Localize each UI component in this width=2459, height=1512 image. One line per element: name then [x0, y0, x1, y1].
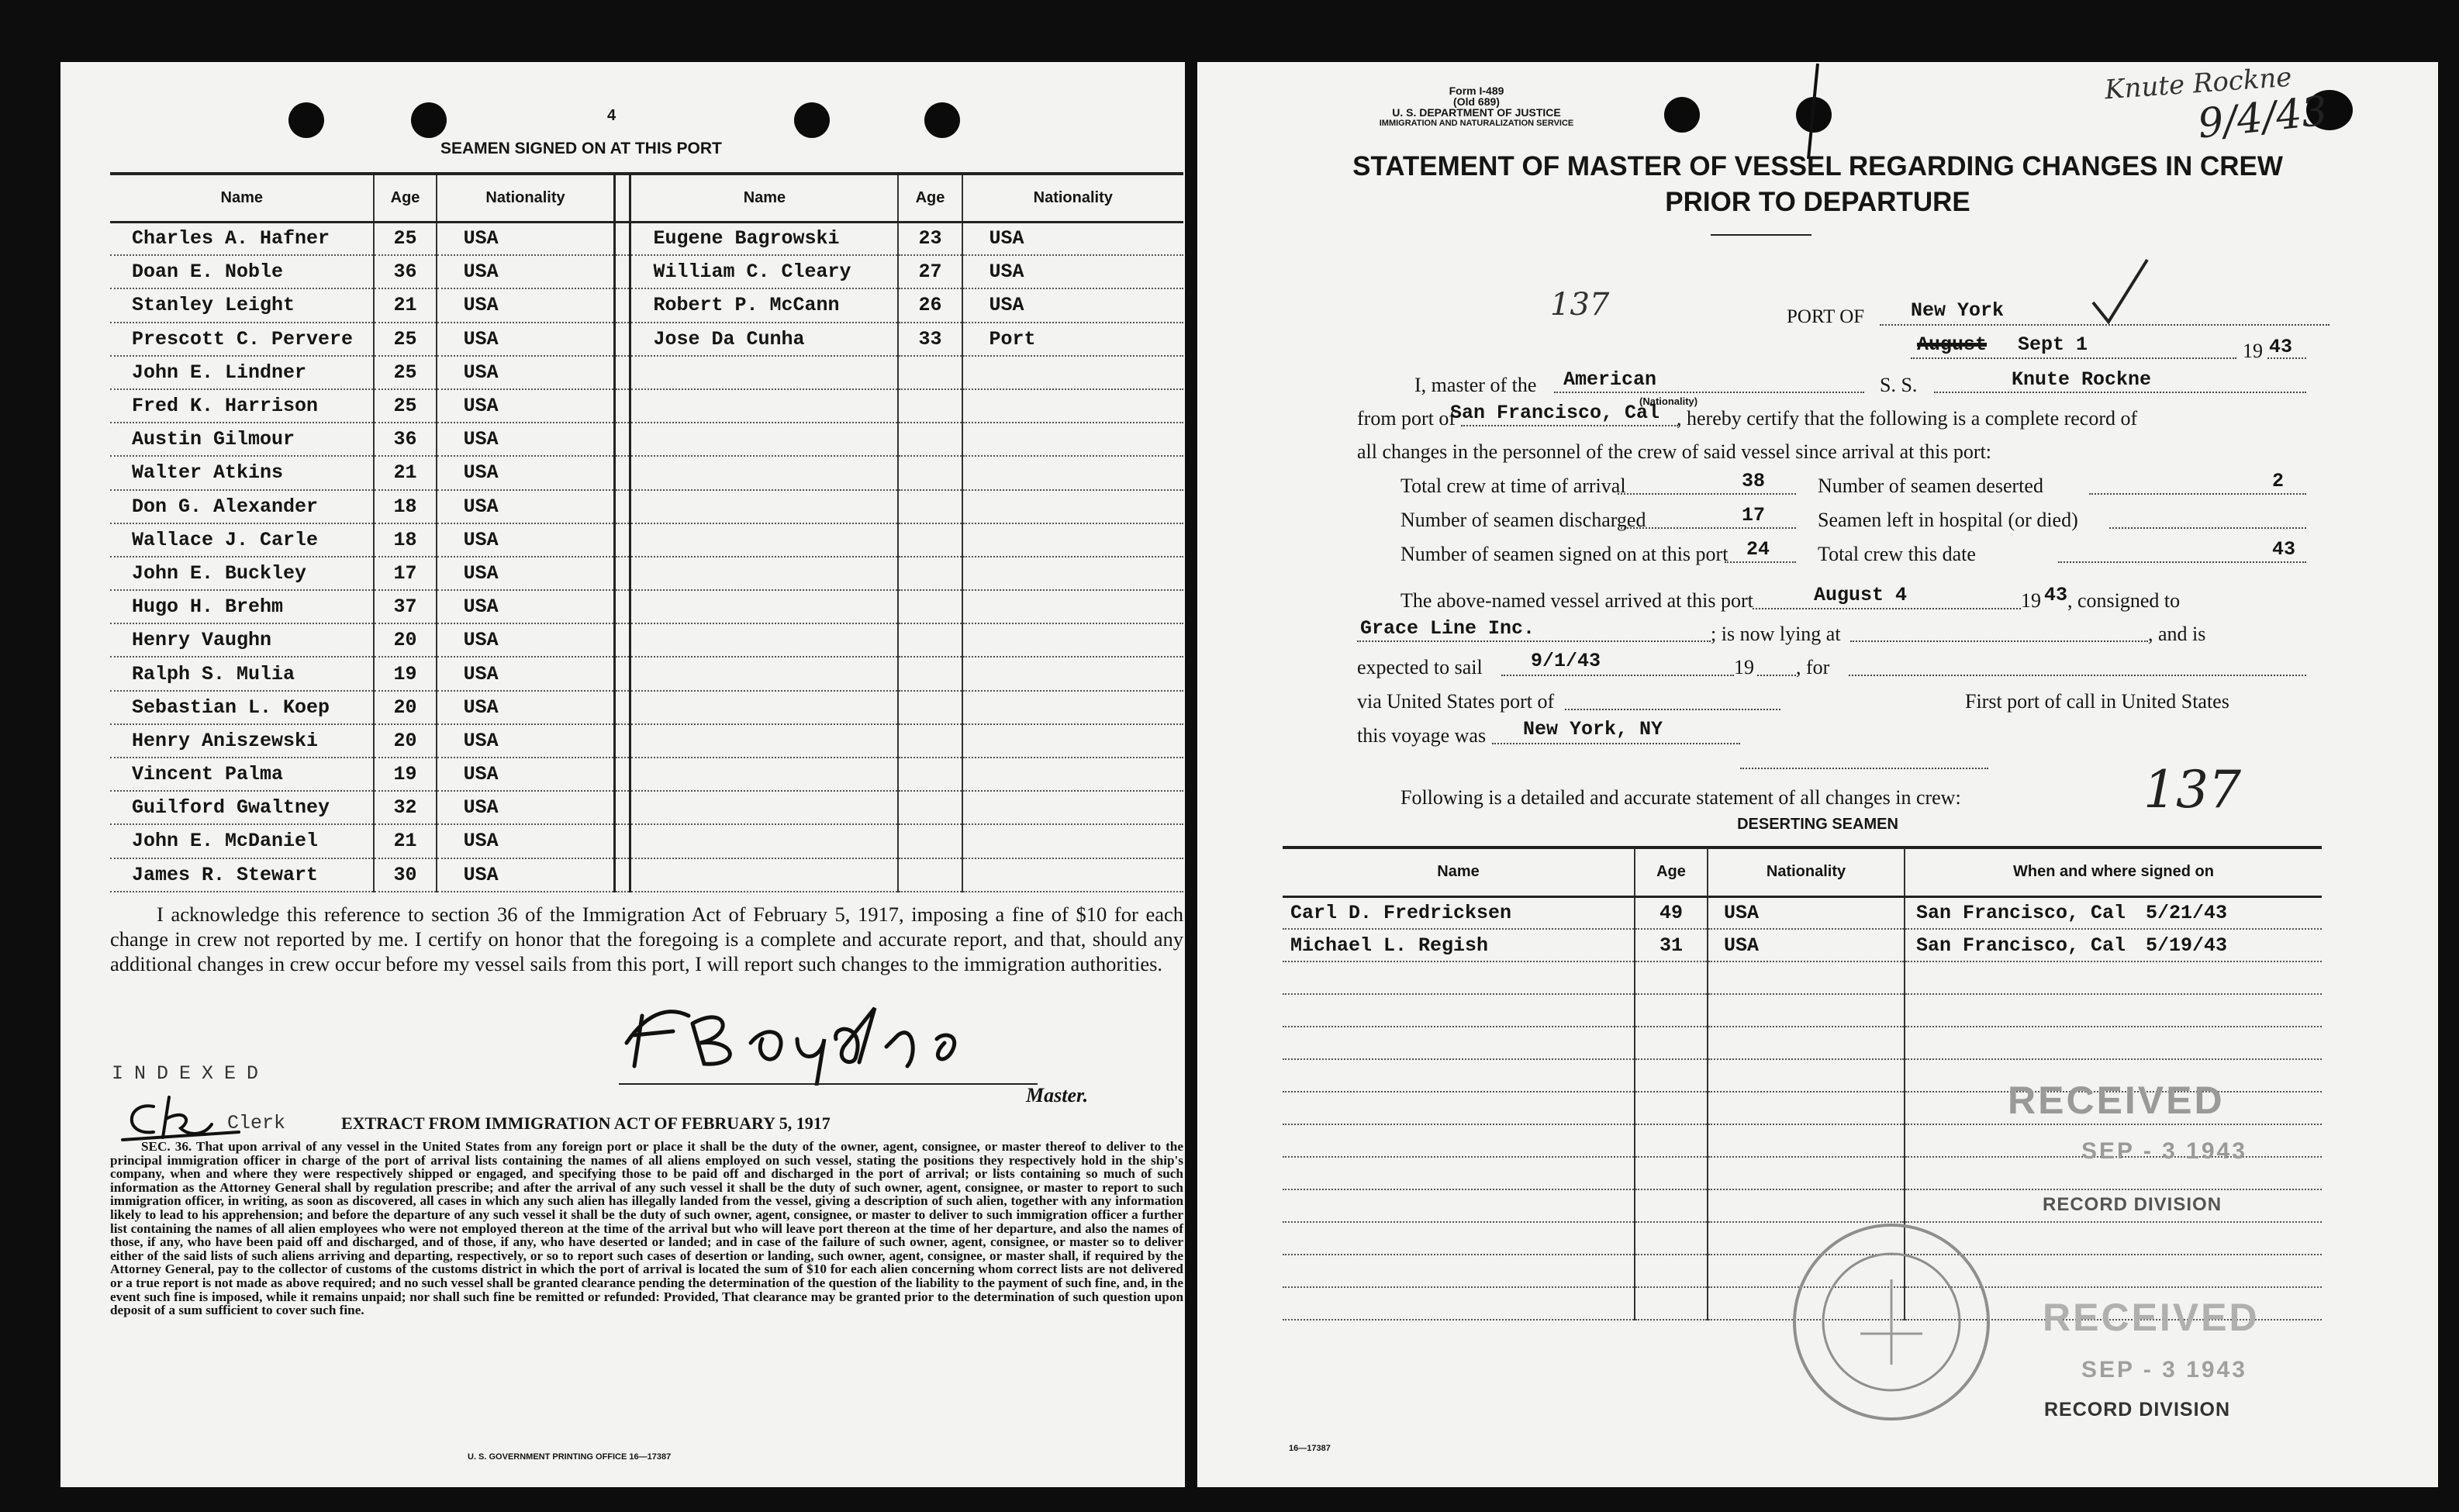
seaman-age — [898, 824, 962, 858]
seaman-age — [898, 557, 962, 590]
punch-hole — [794, 102, 830, 138]
seaman-name — [630, 356, 898, 389]
seaman-age: 36 — [374, 423, 436, 456]
seaman-nationality — [962, 389, 1183, 423]
deserter-nationality — [1708, 1124, 1905, 1157]
punch-hole — [411, 102, 447, 138]
deserter-name — [1283, 1157, 1635, 1189]
seaman-age — [898, 389, 962, 423]
handwritten-137: 137 — [2143, 760, 2241, 820]
seaman-nationality: USA — [437, 389, 615, 423]
seaman-name: Charles A. Hafner — [110, 222, 374, 255]
seaman-age: 21 — [374, 456, 436, 489]
section-title: SEAMEN SIGNED ON AT THIS PORT — [440, 140, 722, 157]
deserter-signed-on — [1905, 1027, 2322, 1059]
consigned-label: , consigned to — [2067, 589, 2181, 612]
seaman-nationality — [962, 758, 1183, 791]
deserter-name — [1283, 994, 1635, 1027]
page-number: 4 — [607, 107, 616, 124]
table-row — [110, 323, 1183, 356]
deserter-age — [1635, 1287, 1708, 1320]
seaman-name: Henry Vaughn — [110, 623, 374, 657]
seaman-nationality — [962, 490, 1183, 523]
seaman-name: Eugene Bagrowski — [630, 222, 898, 255]
certify-text-2: all changes in the personnel of the crew of said vessel since arrival at this port: — [1357, 440, 1992, 463]
seaman-nationality: USA — [962, 255, 1183, 288]
seaman-age: 36 — [374, 255, 436, 288]
seaman-nationality: USA — [437, 657, 615, 690]
table-row — [110, 623, 1183, 657]
deserter-name — [1283, 1255, 1635, 1287]
title-underline — [1711, 234, 1811, 236]
col-header-name: Name — [630, 175, 898, 222]
deserted-count: 2 — [2272, 470, 2285, 492]
seaman-age: 30 — [374, 858, 436, 892]
seaman-name: Wallace J. Carle — [110, 523, 374, 557]
seaman-name — [630, 623, 898, 657]
table-row — [110, 389, 1183, 423]
table-row — [110, 222, 1183, 255]
deserter-signed-on-place: San Francisco, Cal — [1916, 901, 2126, 924]
seamen-table-body — [110, 222, 1183, 892]
seaman-age — [898, 858, 962, 892]
seaman-name — [630, 657, 898, 690]
port-of-label: PORT OF — [1787, 306, 1865, 327]
via-label: via United States port of — [1357, 690, 1555, 713]
seaman-nationality: USA — [437, 623, 615, 657]
seaman-nationality: USA — [437, 791, 615, 824]
deserter-age — [1635, 961, 1708, 994]
table-row — [110, 557, 1183, 590]
deserter-age — [1635, 1027, 1708, 1059]
seaman-age: 33 — [898, 323, 962, 356]
seaman-age — [898, 490, 962, 523]
deserter-signed-on-place: San Francisco, Cal — [1916, 934, 2126, 957]
seaman-age: 17 — [374, 557, 436, 590]
arrived-year-prefix: 19 — [2021, 589, 2041, 612]
seaman-name: Stanley Leight — [110, 288, 374, 322]
table-row — [110, 356, 1183, 389]
punch-hole — [288, 102, 324, 138]
deserter-age — [1635, 1157, 1708, 1189]
department: U. S. DEPARTMENT OF JUSTICE — [1392, 106, 1561, 119]
and-is-label: , and is — [2148, 623, 2206, 645]
date-value: Sept 1 — [2018, 333, 2088, 356]
first-port-label: First port of call in United States — [1965, 690, 2229, 713]
table-row — [110, 724, 1183, 758]
seaman-name: John E. McDaniel — [110, 824, 374, 858]
seaman-age: 25 — [374, 222, 436, 255]
check-mark — [2089, 256, 2151, 326]
seaman-age: 26 — [898, 288, 962, 322]
voyage-value: New York, NY — [1523, 718, 1663, 740]
seaman-age — [898, 724, 962, 758]
deserter-signed-on — [1905, 929, 2322, 961]
deserter-nationality: USA — [1708, 929, 1905, 961]
acknowledgement-text: I acknowledge this reference to section 36 of the Immigration Act of February 5, 1917, imposing a fine of $10 for each change in crew not reported by me. I certify on honor that the foregoing is a complete and accurate report, and that, should any additional changes in crew occur before my vessel sails from this port, I will report such changes to the immigration authorities. — [110, 903, 1183, 975]
seaman-nationality: USA — [437, 691, 615, 724]
seaman-age: 18 — [374, 523, 436, 557]
seaman-nationality — [962, 824, 1183, 858]
seaman-name — [630, 389, 898, 423]
deserter-age — [1635, 1059, 1708, 1092]
seaman-nationality: USA — [437, 523, 615, 557]
deserter-nationality — [1708, 1092, 1905, 1124]
total-crew-arrival-label: Total crew at time of arrival — [1400, 475, 1626, 497]
seaman-name: Hugo H. Brehm — [110, 590, 374, 623]
title-line-1: STATEMENT OF MASTER OF VESSEL REGARDING CHANGES IN CREW — [1352, 151, 2283, 181]
table-row — [110, 791, 1183, 824]
seaman-nationality: Port — [962, 323, 1183, 356]
seaman-age: 20 — [374, 623, 436, 657]
seaman-name: Fred K. Harrison — [110, 389, 374, 423]
seaman-age: 19 — [374, 758, 436, 791]
seaman-age — [898, 791, 962, 824]
deserter-name — [1283, 1287, 1635, 1320]
service: IMMIGRATION AND NATURALIZATION SERVICE — [1379, 119, 1574, 128]
seaman-name: Vincent Palma — [110, 758, 374, 791]
col-header-when-where: When and where signed on — [1905, 848, 2322, 896]
extract-body: SEC. 36. That upon arrival of any vessel in the United States from any foreign port or place it shall be the duty of the owner, agent, consignee, or master thereof to deliver to the principal immigration officer in charge of the port of arrival lists containing the names of all aliens employed on such vessel, stating the positions they respectively hold in the ship's company, when and where they were respectively shipped or engaged, and specifying those to be paid off and discharged in the port of arrival; or lists containing so much of such information as the Attorney General shall by regulation prescribe; and after the arrival of any such vessel it shall be the duty of such owner, agent, consignee, or master to report to such immigration officer, in writing, as soon as discovered, all cases in which any such alien has illegally landed from the vessel, giving a description of such alien, together with any information likely to lead to his apprehension; and before the departure of any such vessel it shall be the duty of such owner, agent, consignee, or master to deliver to such immigration officer a further list containing the names of all alien employees who were not employed thereon at the time of the arrival but who will leave port thereon at the time of her departure, and also the names of those, if any, who have been paid off and discharged, and of those, if any, who have deserted or landed; and in case of the failure of such owner, agent, consignee, or master so to deliver either of the said lists of such aliens arriving and departing, respectively, or so to report such cases of desertion or landing, such owner, agent, consignee, or master shall, if required by the Attorney General, pay to the collector of customs of the customs district in which the port of arrival is located the sum of $10 for each alien concerning whom correct lists are not delivered or a true report is not made as above required; and no such vessel shall be granted clearance pending the determination of the question of the liability to the payment of such fine, and, in the event such fine is imposed, while it remains unpaid; nor shall such fine be remitted or refunded: Provided, That clearance may be granted prior to the determination of such question upon deposit of a sum sufficient to cover such fine. — [110, 1139, 1183, 1318]
deserted-label: Number of seamen deserted — [1818, 475, 2043, 497]
expected-label: expected to sail — [1357, 656, 1483, 678]
seaman-age — [898, 523, 962, 557]
voyage-label: this voyage was — [1357, 724, 1487, 747]
title-line-2: PRIOR TO DEPARTURE — [1665, 187, 1970, 217]
seaman-age: 23 — [898, 222, 962, 255]
seaman-name: Guilford Gwaltney — [110, 791, 374, 824]
total-crew-arrival: 38 — [1742, 470, 1766, 492]
seaman-nationality — [962, 724, 1183, 758]
expected-year-prefix: 19 — [1734, 656, 1754, 678]
seaman-age — [898, 691, 962, 724]
seaman-age: 25 — [374, 389, 436, 423]
handwritten-number: 137 — [1550, 287, 1610, 323]
handwritten-mark — [1801, 62, 1824, 163]
table-row — [110, 423, 1183, 456]
master-signature — [619, 992, 1053, 1086]
seaman-name — [630, 858, 898, 892]
seaman-name — [630, 490, 898, 523]
table-row — [110, 255, 1183, 288]
seaman-nationality — [962, 356, 1183, 389]
total-crew-date-label: Total crew this date — [1818, 543, 1976, 565]
seaman-nationality: USA — [437, 858, 615, 892]
seaman-name: William C. Cleary — [630, 255, 898, 288]
left-page — [60, 62, 1185, 1487]
seaman-name: Austin Gilmour — [110, 423, 374, 456]
seaman-name — [630, 724, 898, 758]
seaman-name — [630, 590, 898, 623]
deserter-signed-on-date: 5/21/43 — [2146, 901, 2228, 924]
seaman-age — [898, 758, 962, 791]
seaman-age: 20 — [374, 724, 436, 758]
seaman-age: 37 — [374, 590, 436, 623]
seaman-nationality: USA — [437, 758, 615, 791]
seaman-age: 21 — [374, 824, 436, 858]
deserter-name — [1283, 1059, 1635, 1092]
from-port-label: from port of — [1357, 407, 1456, 430]
table-row — [1283, 1027, 2322, 1059]
indexed-stamp: INDEXED — [112, 1062, 270, 1085]
seaman-name — [630, 456, 898, 489]
seaman-nationality: USA — [437, 356, 615, 389]
col-header-name: Name — [1283, 848, 1635, 896]
punch-hole — [1664, 97, 1700, 133]
seaman-name: Don G. Alexander — [110, 490, 374, 523]
received-stamp-1: RECEIVED — [2008, 1079, 2225, 1122]
extract-title: EXTRACT FROM IMMIGRATION ACT OF FEBRUARY 5, 1917 — [341, 1113, 831, 1133]
year-prefix: 19 — [2243, 340, 2263, 362]
seaman-nationality: USA — [437, 724, 615, 758]
table-row — [110, 490, 1183, 523]
arrived-date: August 4 — [1814, 584, 1908, 606]
seaman-age — [898, 423, 962, 456]
deserter-signed-on-date: 5/19/43 — [2146, 934, 2228, 957]
deserter-name: Carl D. Fredricksen — [1283, 896, 1635, 929]
for-label: , for — [1796, 656, 1830, 678]
seaman-nationality: USA — [437, 557, 615, 590]
seaman-name: Walter Atkins — [110, 456, 374, 489]
seaman-name: Henry Aniszewski — [110, 724, 374, 758]
deserter-nationality — [1708, 961, 1905, 994]
seaman-nationality: USA — [437, 255, 615, 288]
ss-label: S. S. — [1880, 374, 1918, 396]
received-stamp-1-division: RECORD DIVISION — [2043, 1194, 2222, 1215]
signed-on-label: Number of seamen signed on at this port — [1400, 543, 1729, 565]
table-row — [110, 523, 1183, 557]
deserter-signed-on — [1905, 994, 2322, 1027]
seaman-age — [898, 657, 962, 690]
seaman-nationality: USA — [437, 590, 615, 623]
handwritten-ship-name: Knute Rockne — [2103, 62, 2293, 106]
seaman-nationality: USA — [962, 222, 1183, 255]
hospital-label: Seamen left in hospital (or died) — [1818, 509, 2078, 531]
seal-graphic — [1787, 1217, 1996, 1427]
seaman-age: 20 — [374, 691, 436, 724]
deserter-age — [1635, 1255, 1708, 1287]
seaman-age: 18 — [374, 490, 436, 523]
date-struck: August — [1917, 333, 1988, 356]
table-row — [110, 657, 1183, 690]
table-row — [1283, 929, 2322, 961]
deserter-nationality — [1708, 994, 1905, 1027]
clerk-label: Clerk — [227, 1112, 286, 1134]
seaman-age — [898, 590, 962, 623]
signature-graphic — [619, 992, 1053, 1086]
seaman-name: John E. Lindner — [110, 356, 374, 389]
col-header-nationality: Nationality — [962, 175, 1183, 222]
deserter-age: 49 — [1635, 896, 1708, 929]
seaman-nationality — [962, 657, 1183, 690]
seaman-age: 32 — [374, 791, 436, 824]
deserter-signed-on — [1905, 961, 2322, 994]
form-number: Form I-489 — [1449, 85, 1504, 97]
col-header-age: Age — [374, 175, 436, 222]
table-row — [1283, 961, 2322, 994]
deserter-age — [1635, 994, 1708, 1027]
received-stamp-2-division: RECORD DIVISION — [2044, 1399, 2231, 1421]
col-header-age: Age — [898, 175, 962, 222]
deserter-name — [1283, 1124, 1635, 1157]
table-row — [110, 824, 1183, 858]
deserter-signed-on — [1905, 896, 2322, 929]
round-seal-stamp — [1787, 1217, 1996, 1427]
received-stamp-1-date: SEP - 3 1943 — [2081, 1138, 2247, 1164]
lying-at-label: ; is now lying at — [1711, 623, 1841, 645]
seaman-nationality: USA — [437, 490, 615, 523]
seaman-nationality — [962, 557, 1183, 590]
deserter-name — [1283, 961, 1635, 994]
col-header-name: Name — [110, 175, 374, 222]
nationality-caption: (Nationality) — [1639, 395, 1698, 407]
total-crew-date: 43 — [2272, 538, 2296, 561]
table-row — [110, 858, 1183, 892]
deserter-age — [1635, 1222, 1708, 1255]
discharged-label: Number of seamen discharged — [1400, 509, 1646, 531]
seaman-nationality: USA — [437, 824, 615, 858]
seaman-name — [630, 423, 898, 456]
seaman-age: 25 — [374, 323, 436, 356]
seaman-nationality — [962, 791, 1183, 824]
seaman-nationality — [962, 456, 1183, 489]
col-header-nationality: Nationality — [437, 175, 615, 222]
deserter-nationality — [1708, 1059, 1905, 1092]
footer-imprint: 16—17387 — [1289, 1444, 1331, 1453]
seaman-name: Doan E. Noble — [110, 255, 374, 288]
received-stamp-2: RECEIVED — [2043, 1296, 2260, 1339]
seaman-nationality: USA — [437, 323, 615, 356]
seaman-name: James R. Stewart — [110, 858, 374, 892]
right-page — [1197, 62, 2438, 1487]
seaman-name — [630, 557, 898, 590]
seaman-nationality — [962, 858, 1183, 892]
table-row — [110, 590, 1183, 623]
seaman-name — [630, 824, 898, 858]
nationality-value: American — [1563, 368, 1657, 391]
discharged-count: 17 — [1742, 504, 1766, 526]
col-header-nationality: Nationality — [1708, 848, 1905, 896]
form-header — [1360, 85, 1593, 129]
consignee: Grace Line Inc. — [1360, 617, 1535, 640]
seaman-nationality: USA — [437, 288, 615, 322]
seaman-name — [630, 791, 898, 824]
form-title — [1197, 149, 2438, 220]
seaman-age — [898, 356, 962, 389]
col-header-age: Age — [1635, 848, 1708, 896]
deserting-title: DESERTING SEAMEN — [1737, 816, 1898, 833]
seaman-name: Ralph S. Mulia — [110, 657, 374, 690]
signature-line — [619, 1083, 1038, 1085]
deserter-name — [1283, 1027, 1635, 1059]
seaman-nationality — [962, 423, 1183, 456]
seaman-nationality: USA — [437, 423, 615, 456]
table-row — [110, 456, 1183, 489]
signed-on-count: 24 — [1746, 538, 1770, 561]
received-stamp-2-date: SEP - 3 1943 — [2081, 1357, 2247, 1383]
seaman-name — [630, 758, 898, 791]
deserter-age: 31 — [1635, 929, 1708, 961]
seaman-nationality: USA — [437, 222, 615, 255]
seaman-nationality — [962, 590, 1183, 623]
seaman-age: 27 — [898, 255, 962, 288]
seaman-nationality — [962, 691, 1183, 724]
master-of-label: I, master of the — [1414, 374, 1537, 396]
seamen-signed-on-table — [110, 175, 1183, 892]
deserter-name: Michael L. Regish — [1283, 929, 1635, 961]
seaman-name — [630, 523, 898, 557]
old-form-number: (Old 689) — [1453, 95, 1500, 108]
deserter-age — [1635, 1189, 1708, 1222]
handwritten-date: 9/4/43 — [2195, 88, 2330, 148]
deserter-nationality — [1708, 1157, 1905, 1189]
seaman-age: 19 — [374, 657, 436, 690]
deserter-nationality: USA — [1708, 896, 1905, 929]
deserter-age — [1635, 1092, 1708, 1124]
arrived-label: The above-named vessel arrived at this port — [1400, 589, 1753, 612]
deserter-age — [1635, 1124, 1708, 1157]
ship-name: Knute Rockne — [2012, 368, 2152, 391]
deserter-name — [1283, 1189, 1635, 1222]
seaman-age: 21 — [374, 288, 436, 322]
from-port-value: San Francisco, Cal — [1450, 402, 1660, 424]
seaman-name: Jose Da Cunha — [630, 323, 898, 356]
deserter-nationality — [1708, 1027, 1905, 1059]
seaman-nationality: USA — [962, 288, 1183, 322]
seaman-name: Robert P. McCann — [630, 288, 898, 322]
expected-value: 9/1/43 — [1531, 650, 1601, 672]
certify-text: , hereby certify that the following is a complete record of — [1677, 407, 2138, 430]
seaman-nationality — [962, 523, 1183, 557]
deserter-name — [1283, 1092, 1635, 1124]
table-row — [110, 758, 1183, 791]
arrived-year: 43 — [2044, 584, 2068, 606]
seaman-nationality: USA — [437, 456, 615, 489]
deserter-name — [1283, 1222, 1635, 1255]
seaman-age: 25 — [374, 356, 436, 389]
master-label: Master. — [1026, 1084, 1089, 1106]
seaman-name: Prescott C. Pervere — [110, 323, 374, 356]
table-row — [1283, 896, 2322, 929]
punch-hole — [924, 102, 960, 138]
seaman-name — [630, 691, 898, 724]
year-value: 43 — [2269, 336, 2293, 358]
gpo-imprint: U. S. GOVERNMENT PRINTING OFFICE 16—17387 — [468, 1452, 672, 1462]
following-text: Following is a detailed and accurate statement of all changes in crew: — [1400, 786, 1961, 809]
table-row — [1283, 994, 2322, 1027]
seaman-age — [898, 623, 962, 657]
seaman-nationality — [962, 623, 1183, 657]
seaman-name: Sebastian L. Koep — [110, 691, 374, 724]
table-row — [110, 288, 1183, 322]
seaman-age — [898, 456, 962, 489]
seaman-name: John E. Buckley — [110, 557, 374, 590]
table-row — [110, 691, 1183, 724]
port-of-value: New York — [1911, 299, 2005, 322]
